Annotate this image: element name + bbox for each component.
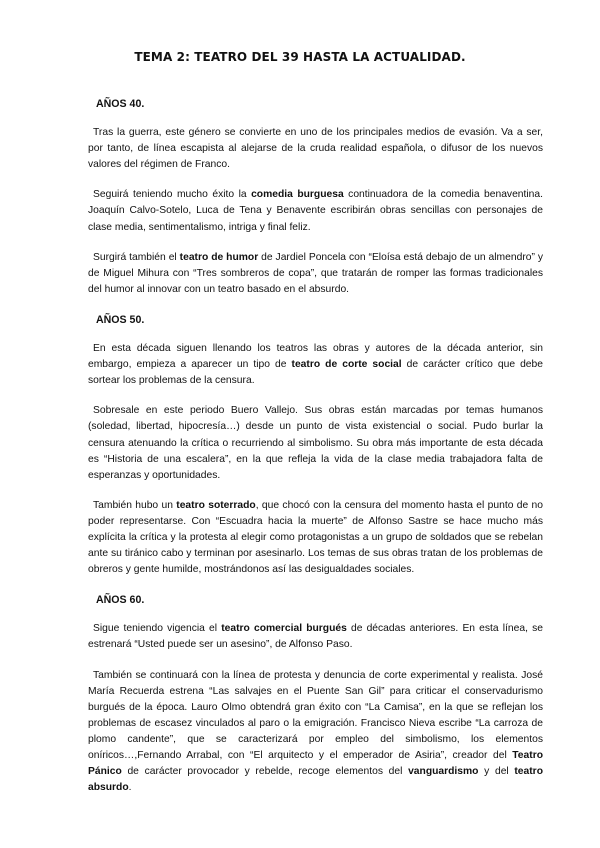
paragraph <box>88 498 543 578</box>
paragraph <box>88 403 543 483</box>
paragraph <box>88 125 543 173</box>
bold-term: vanguardismo <box>408 766 479 778</box>
document-body <box>88 96 543 810</box>
text-run: de carácter crítico que debe sortear los problemas de la censura. <box>88 359 543 387</box>
section-heading: AÑOS 50. <box>96 313 145 326</box>
text-run: y del <box>478 766 515 778</box>
bold-term: teatro comercial burgués <box>221 623 347 635</box>
document-title: TEMA 2: TEATRO DEL 39 HASTA LA ACTUALIDAD. <box>134 50 466 64</box>
text-run: de décadas anteriores. En esta línea, se estrenará “Usted puede ser un asesino”, de Alfonso Paso. <box>88 623 543 651</box>
bold-term: Teatro Pánico <box>88 750 543 778</box>
paragraph <box>88 621 543 653</box>
text-run: También se continuará con la línea de protesta y denuncia de corte experimental y realista. José María Recuerda estrena “Las salvajes en el Puente San Gil” para criticar el conservadurismo burgués de la época. Lauro Olmo obtendrá gran éxito con “La Camisa”, en la que se reflejan los problemas de escasez vinculados al paro o la emigración. Francisco Nieva escribe “La carroza de plomo candente”, que se caracterizará por empleo del simbolismo, los elementos oníricos…,Fernando Arrabal, con “El arquitecto y el emperador de Asiria”, creador del <box>88 669 543 761</box>
text-run: Tras la guerra, este género se convierte en uno de los principales medios de evasión. Va a ser, por tanto, de línea escapista al alejarse de la cruda realidad española, o difusor de los nuevos valores del régimen de Franco. <box>88 127 543 171</box>
paragraph <box>88 250 543 298</box>
bold-term: teatro de humor <box>179 251 259 263</box>
text-run: Sigue teniendo vigencia el <box>93 623 222 635</box>
text-run: También hubo un <box>93 499 177 511</box>
paragraph <box>88 668 543 797</box>
text-run: . <box>128 782 132 794</box>
paragraph <box>88 187 543 235</box>
bold-term: teatro absurdo <box>88 766 543 794</box>
section-heading: AÑOS 60. <box>96 594 145 607</box>
text-run: de Jardiel Poncela con “Eloísa está debajo de un almendro” y de Miguel Mihura con “Tres sombreros de copa”, que tratarán de romper las formas tradicionales del humor al innovar con un teatro basado en el absurdo. <box>88 251 543 295</box>
text-run: Sobresale en este periodo Buero Vallejo. Sus obras están marcadas por temas humanos (soledad, libertad, hipocresía…) desde un punto de vista existencial o social. Pudo burlar la censura atenuando la crítica o recurriendo al simbolismo. Su obra más importante de esta década es “Historia de una escalera”, en la que refleja la vida de la clase media trabajadora falta de esperanzas y oportunidades. <box>88 405 543 481</box>
bold-term: comedia burguesa <box>251 189 344 201</box>
text-run: Seguirá teniendo mucho éxito la <box>93 189 252 201</box>
text-run: , que chocó con la censura del momento hasta el punto de no poder representarse. Con “Escuadra hacia la muerte” de Alfonso Sastre se hace mucho más explícita la crítica y la protesta al elegir como protagonistas a un grupo de soldados que se rebelan ante su tiránico cabo y terminan por asesinarlo. Los temas de sus obras tratan de los problemas de obreros y gente humilde, mostrándonos así las desigualdades sociales. <box>88 499 543 576</box>
text-run: continuadora de la comedia benaventina. Joaquín Calvo-Sotelo, Luca de Tena y Benavente escribirán obras sencillas con personajes de clase media, sentimentalismo, intriga y final feliz. <box>88 189 543 233</box>
section-heading: AÑOS 40. <box>96 98 145 110</box>
text-run: de carácter provocador y rebelde, recoge elementos del <box>121 766 409 778</box>
paragraph <box>88 341 543 389</box>
text-run: Surgirá también el <box>93 251 180 263</box>
bold-term: teatro de corte social <box>291 359 402 371</box>
bold-term: teatro soterrado <box>176 499 256 511</box>
text-run: En esta década siguen llenando los teatros las obras y autores de la década anterior, sin embargo, empieza a aparecer un tipo de <box>88 343 543 371</box>
